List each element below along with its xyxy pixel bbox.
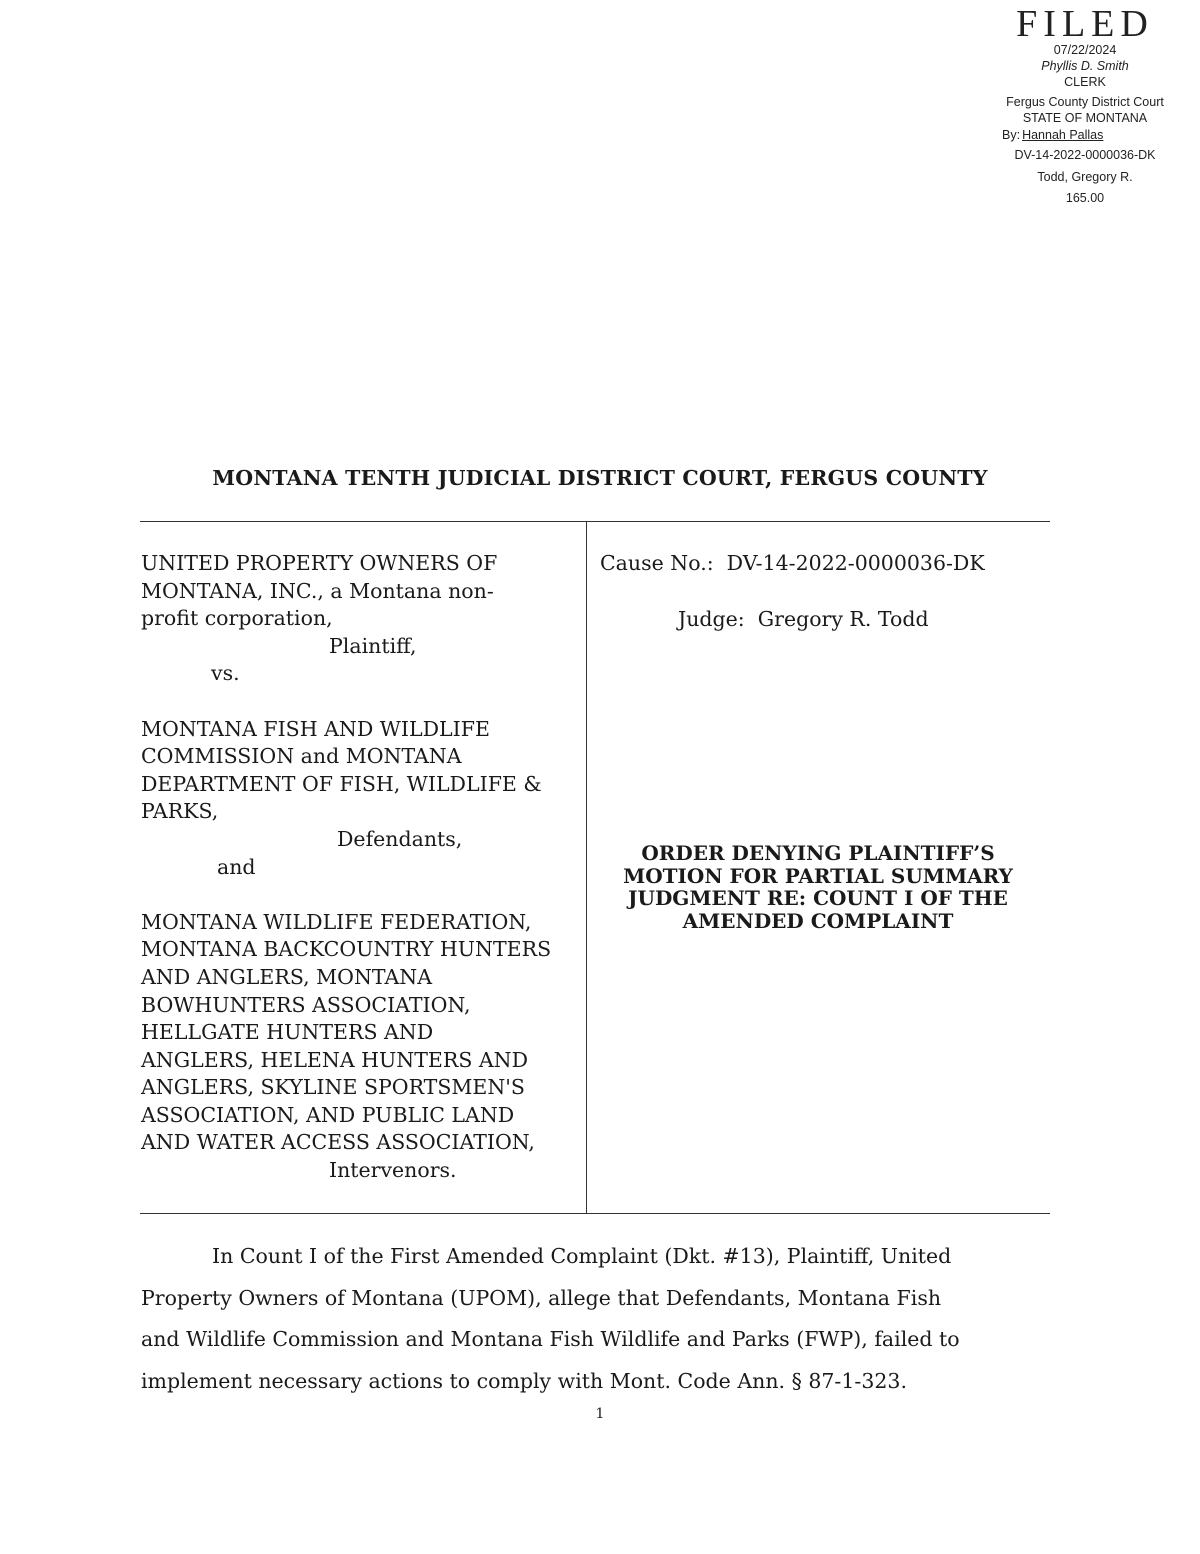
defendant-line: COMMISSION and MONTANA xyxy=(141,744,462,769)
court-title: MONTANA TENTH JUDICIAL DISTRICT COURT, FERGUS COUNTY xyxy=(212,466,988,490)
stamp-case-number: DV-14-2022-0000036-DK xyxy=(1014,148,1156,162)
intervenor-line: ANGLERS, HELENA HUNTERS AND xyxy=(141,1047,529,1072)
stamp-amount: 165.00 xyxy=(1065,191,1105,205)
order-title-line: AMENDED COMPLAINT xyxy=(682,908,954,933)
order-title-line: JUDGMENT RE: COUNT I OF THE xyxy=(628,886,1008,910)
stamp-by-label: By: xyxy=(1002,128,1021,142)
clerk-name: Phyllis D. Smith xyxy=(1041,59,1129,73)
order-title xyxy=(600,842,1036,932)
caption-bottom-rule xyxy=(140,1213,1050,1214)
stamp-court: Fergus County District Court xyxy=(1006,95,1164,109)
intervenor-line: AND WATER ACCESS ASSOCIATION, xyxy=(141,1130,535,1155)
order-title-line: ORDER DENYING PLAINTIFF’S xyxy=(641,841,995,865)
intervenor-line: ANGLERS, SKYLINE SPORTSMEN'S xyxy=(141,1075,525,1100)
filed-date: 07/22/2024 xyxy=(1053,43,1117,57)
defendant-line: DEPARTMENT OF FISH, WILDLIFE & xyxy=(141,771,542,796)
filed-stamp xyxy=(992,4,1178,208)
cause-value: DV-14-2022-0000036-DK xyxy=(726,551,985,575)
plaintiff-line: UNITED PROPERTY OWNERS OF xyxy=(141,551,498,575)
stamp-judge: Todd, Gregory R. xyxy=(1037,170,1133,184)
body-line: Property Owners of Montana (UPOM), allege that Defendants, Montana Fish xyxy=(141,1285,942,1310)
stamp-by-line xyxy=(992,126,1178,144)
stamp-by-name: Hannah Pallas xyxy=(1022,128,1104,142)
cause-label: Cause No.: xyxy=(600,551,714,575)
stamp-state: STATE OF MONTANA xyxy=(1022,111,1148,125)
plaintiff-role: Plaintiff, xyxy=(329,633,417,658)
body-line: implement necessary actions to comply with Mont. Code Ann. § 87-1-323. xyxy=(141,1368,907,1393)
order-title-line: MOTION FOR PARTIAL SUMMARY xyxy=(623,863,1013,888)
intervenor-role: Intervenors. xyxy=(329,1158,457,1183)
versus-label: vs. xyxy=(211,661,240,686)
intervenor-line: MONTANA BACKCOUNTRY HUNTERS xyxy=(141,937,552,962)
order-body xyxy=(141,1236,1056,1402)
clerk-title: CLERK xyxy=(1064,75,1106,89)
defendant-line: PARKS, xyxy=(141,799,219,824)
cause-number xyxy=(600,550,985,578)
intervenor-line: AND ANGLERS, MONTANA xyxy=(141,964,433,989)
caption-divider xyxy=(586,521,587,1213)
case-caption-parties xyxy=(141,550,586,1185)
plaintiff-line: profit corporation, xyxy=(141,606,333,631)
judge-assignment xyxy=(678,606,929,634)
caption-top-rule xyxy=(140,521,1050,522)
defendant-role: Defendants, xyxy=(337,826,463,851)
body-line xyxy=(141,1236,1056,1278)
page-number: 1 xyxy=(595,1406,605,1422)
intervenor-line: BOWHUNTERS ASSOCIATION, xyxy=(141,992,471,1017)
body-line: and Wildlife Commission and Montana Fish Wildlife and Parks (FWP), failed to xyxy=(141,1327,960,1351)
intervenor-line: ASSOCIATION, AND PUBLIC LAND xyxy=(141,1102,515,1127)
body-line-text: In Count I of the First Amended Complaint (Dkt. #13), Plaintiff, United xyxy=(212,1244,952,1268)
plaintiff-line: MONTANA, INC., a Montana non- xyxy=(141,578,494,603)
filed-heading: FILED xyxy=(1016,3,1154,45)
judge-value: Gregory R. Todd xyxy=(757,607,929,631)
intervenor-line: MONTANA WILDLIFE FEDERATION, xyxy=(141,909,532,934)
intervenor-line: HELLGATE HUNTERS AND xyxy=(141,1020,434,1045)
and-label: and xyxy=(217,854,256,879)
judge-label: Judge: xyxy=(678,607,745,631)
defendant-line: MONTANA FISH AND WILDLIFE xyxy=(141,716,490,741)
